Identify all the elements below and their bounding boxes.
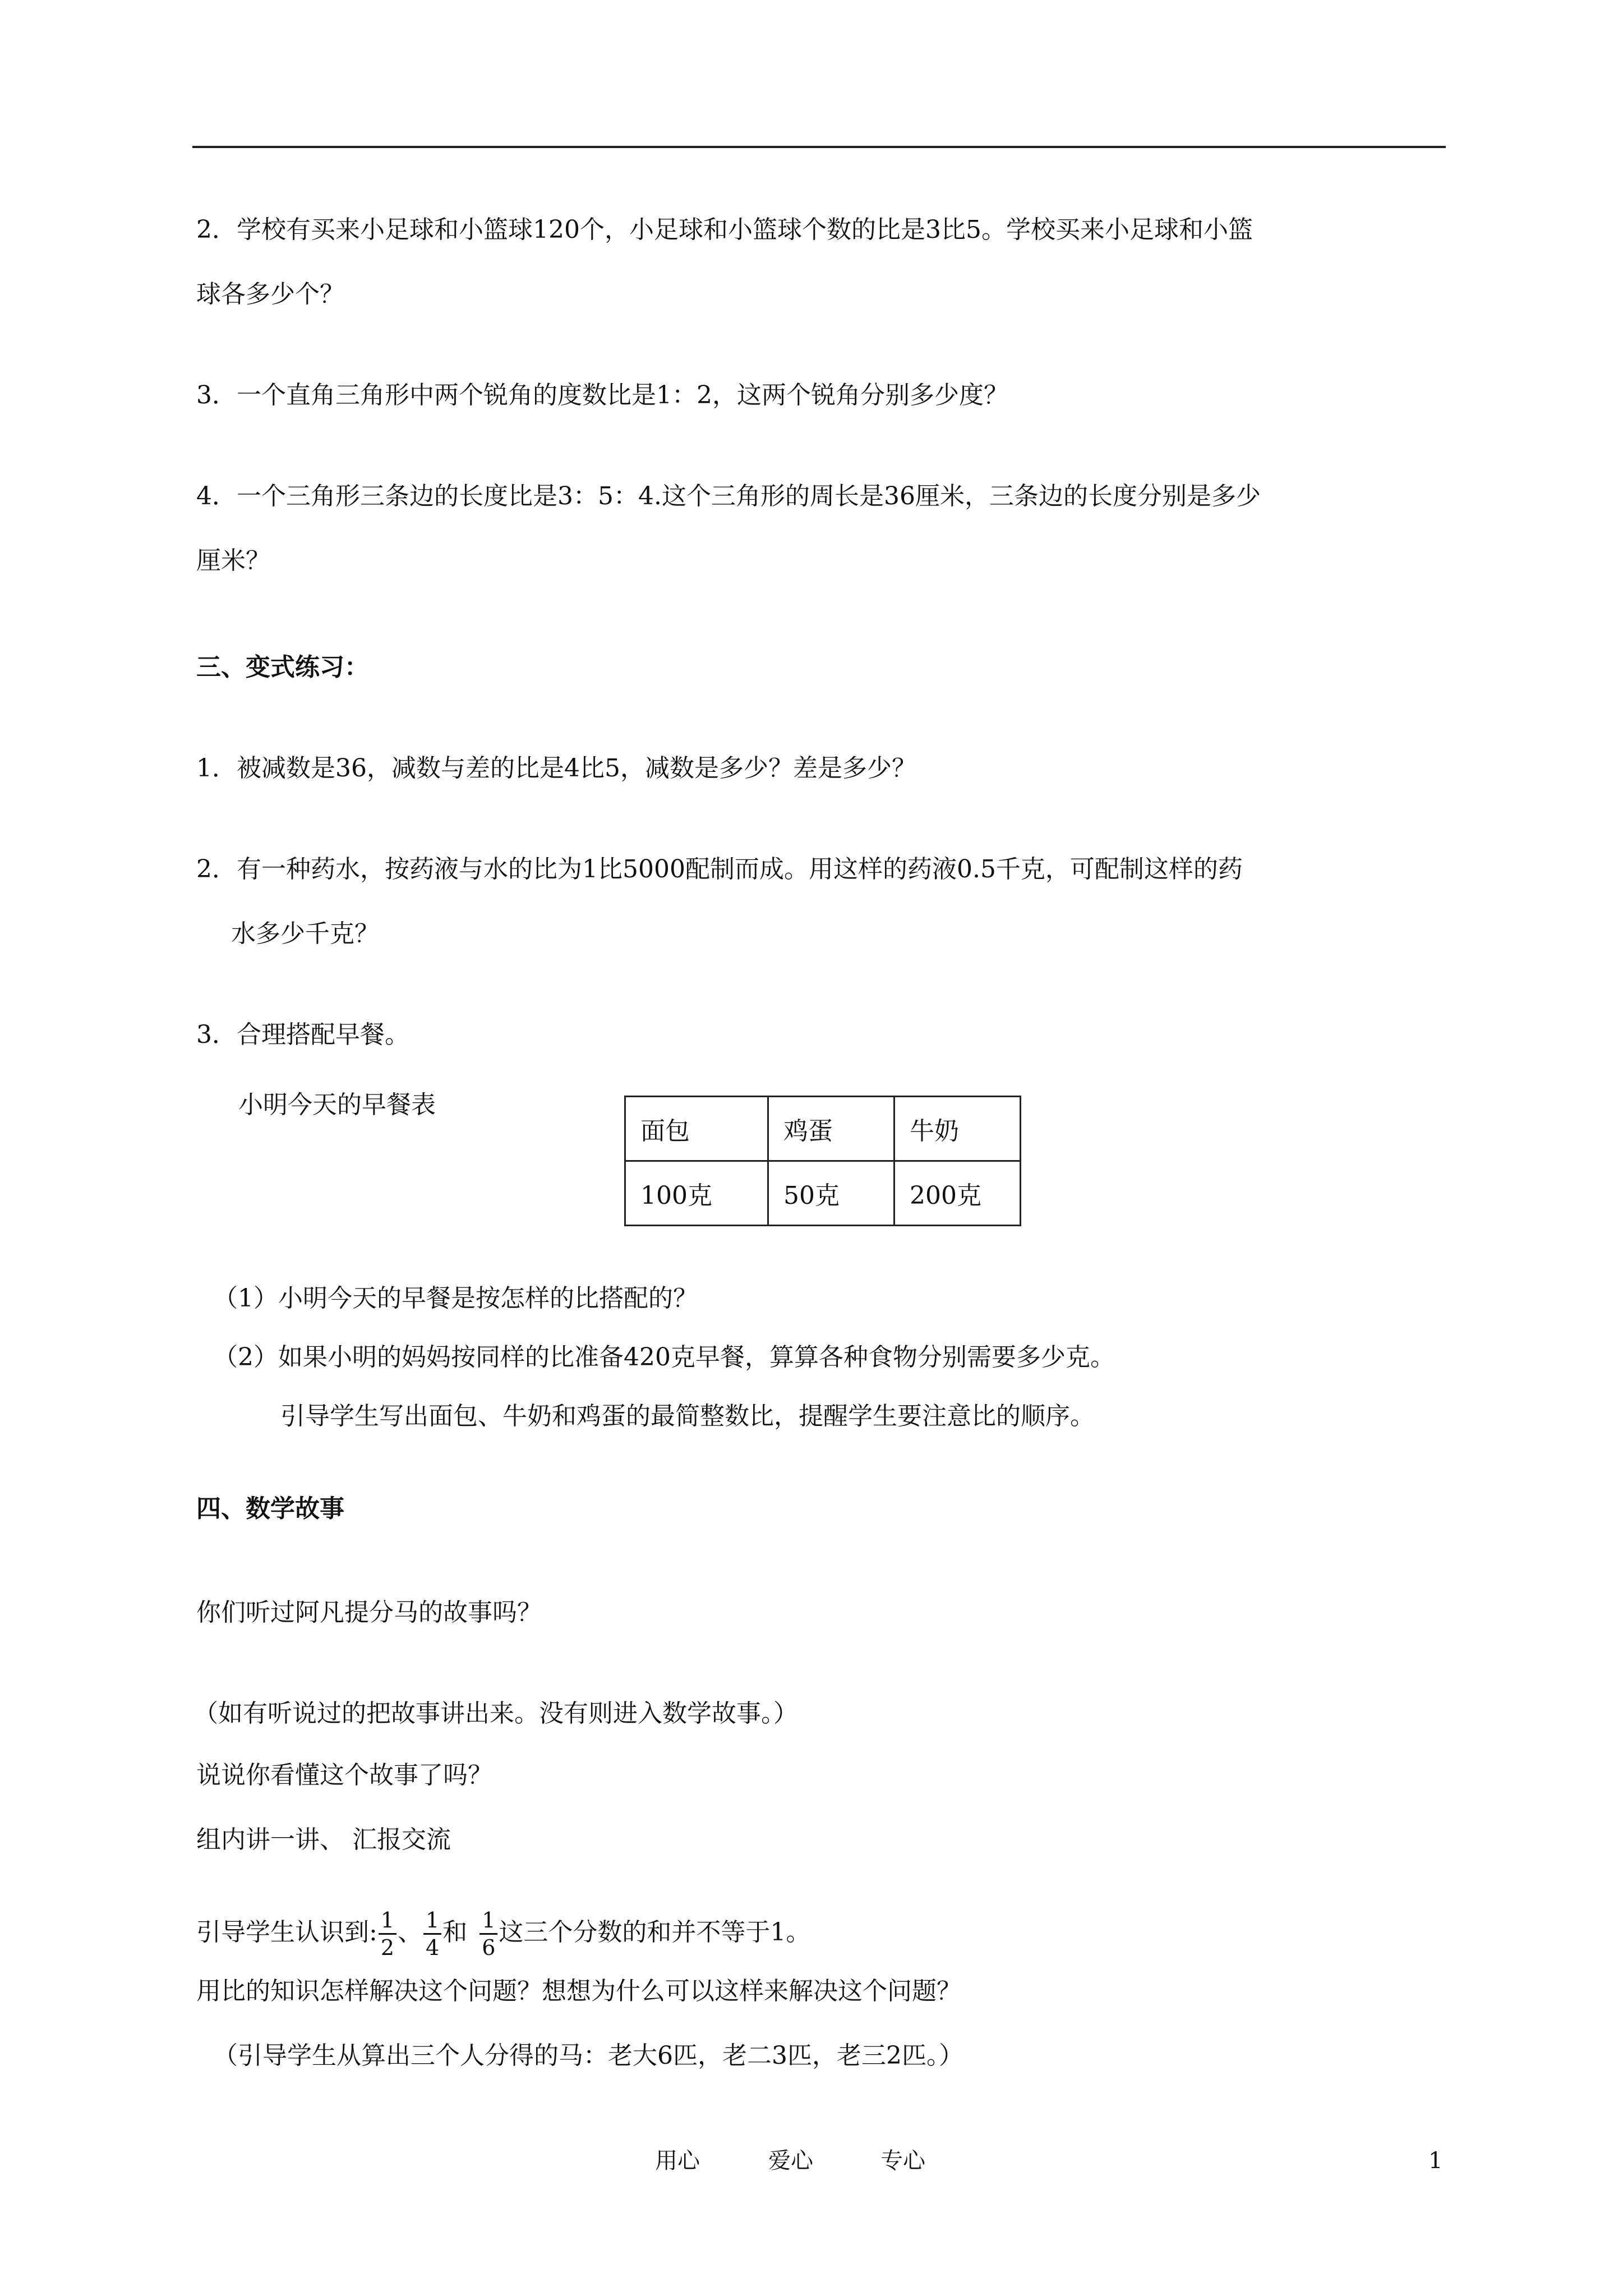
group-discussion: 组内讲一讲、 汇报交流	[196, 1825, 451, 1854]
fraction-denominator: 4	[426, 1935, 440, 1960]
teaching-guide: 引导学生写出面包、牛奶和鸡蛋的最简整数比，提醒学生要注意比的顺序。	[280, 1402, 1095, 1430]
question-3: 3．一个直角三角形中两个锐角的度数比是1：2，这两个锐角分别多少度？	[196, 381, 1008, 409]
horse-distribution-note: （引导学生从算出三个人分得的马：老大6匹，老二3匹，老三2匹。）	[213, 2041, 963, 2070]
table-value-row	[625, 1161, 1021, 1226]
section-3-heading: 三、变式练习：	[196, 653, 369, 682]
story-note: （如有听说过的把故事讲出来。没有则进入数学故事。）	[193, 1699, 798, 1728]
question-2-line-1: 2．学校有买来小足球和小篮球120个，小足球和小篮球个数的比是3比5。学校买来小足球和小篮	[196, 215, 1253, 244]
fraction-line-suffix: 这三个分数的和并不等于1。	[499, 1918, 811, 1947]
table-value-cell: 50克	[768, 1161, 895, 1226]
table-header-cell: 牛奶	[895, 1097, 1021, 1161]
footer-word: 专心	[880, 2148, 925, 2174]
fraction-numerator: 1	[479, 1907, 497, 1935]
table-value-cell: 100克	[625, 1161, 768, 1226]
fraction-conjunction: 和	[442, 1918, 468, 1947]
table-caption: 小明今天的早餐表	[238, 1091, 436, 1119]
question-4-line-1: 4．一个三角形三条边的长度比是3：5：4.这个三角形的周长是36厘米，三条边的长度分别是多少	[196, 482, 1261, 510]
story-understand: 说说你看懂这个故事了吗？	[196, 1761, 492, 1789]
fraction-separator: 、	[398, 1918, 423, 1947]
section-4-heading: 四、数学故事	[196, 1494, 344, 1523]
ratio-question: 用比的知识怎样解决这个问题？想想为什么可以这样来解决这个问题？	[196, 1977, 961, 2005]
fraction-numerator: 1	[379, 1907, 396, 1935]
table-header-cell: 鸡蛋	[768, 1097, 895, 1161]
breakfast-table	[624, 1096, 1021, 1226]
sub-question-1: （1）小明今天的早餐是按怎样的比搭配的？	[213, 1284, 698, 1313]
fraction-denominator: 2	[380, 1935, 395, 1960]
fraction-denominator: 6	[482, 1935, 496, 1960]
page-number: 1	[1428, 2148, 1443, 2174]
exercise-2-line-2: 水多少千克？	[231, 919, 379, 948]
fraction-numerator: 1	[423, 1907, 441, 1935]
footer-word: 用心	[655, 2148, 700, 2174]
fraction-line	[196, 1904, 810, 1961]
exercise-1: 1．被减数是36，减数与差的比是4比5，减数是多少？差是多少？	[196, 754, 916, 783]
table-value-cell: 200克	[895, 1161, 1021, 1226]
story-question: 你们听过阿凡提分马的故事吗？	[196, 1598, 542, 1627]
question-2-line-2: 球各多少个？	[196, 280, 344, 309]
table-header-cell: 面包	[625, 1097, 768, 1161]
fraction-one-quarter	[423, 1907, 441, 1961]
fraction-one-half	[379, 1907, 396, 1961]
fraction-line-prefix: 引导学生认识到:	[196, 1918, 377, 1947]
fraction-one-sixth	[479, 1907, 497, 1961]
question-4-line-2: 厘米？	[196, 546, 270, 575]
sub-question-2: （2）如果小明的妈妈按同样的比准备420克早餐，算算各种食物分别需要多少克。	[213, 1343, 1115, 1372]
table-header-row	[625, 1097, 1021, 1161]
exercise-3: 3．合理搭配早餐。	[196, 1020, 409, 1049]
exercise-2-line-1: 2．有一种药水，按药液与水的比为1比5000配制而成。用这样的药液0.5千克，可配制这样的药	[196, 855, 1243, 884]
header-rule	[192, 146, 1446, 148]
footer-word: 爱心	[768, 2148, 813, 2174]
